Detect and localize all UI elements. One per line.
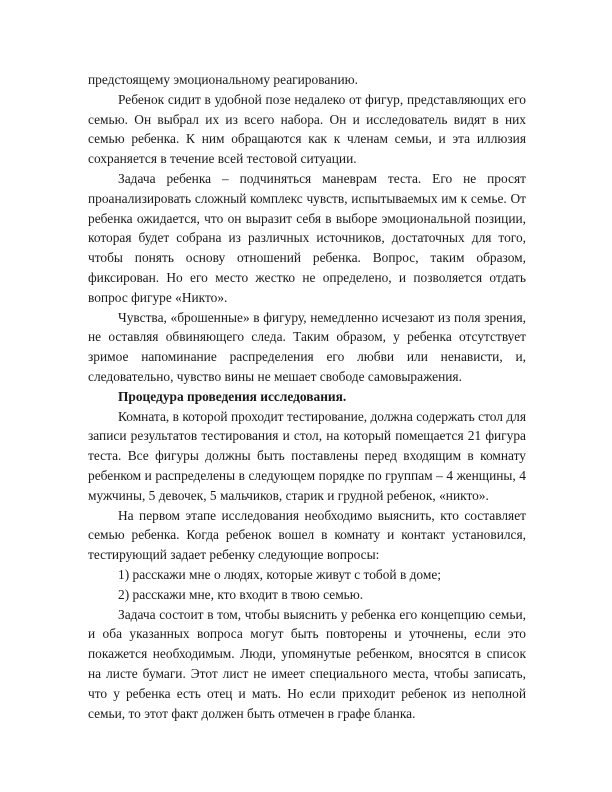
paragraph-continuation: предстоящему эмоциональному реагированию. — [88, 72, 358, 87]
body-text — [88, 70, 526, 723]
paragraph: На первом этапе исследования необходимо выяснить, кто составляет семью ребенка. Когда ребенок вошел в комнату и контакт установился, тестирующий задает ребенку следующие вопросы: — [88, 507, 526, 563]
paragraph: Задача ребенка – подчиняться маневрам теста. Его не просят проанализировать сложный комплекс чувств, испытываемых им к семье. От ребенка ожидается, что он выразит себя в выборе эмоциональной позиции, которая будет собрана из различных источников, достаточных для того, чтобы понять основу отношений ребенка. Вопрос, таким образом, фиксирован. Но его место жестко не определено, и позволяется отдать вопрос фигуре «Никто». — [88, 170, 526, 305]
list-item: 2) расскажи мне, кто входит в твою семью. — [118, 586, 364, 602]
paragraph: Чувства, «брошенные» в фигуру, немедленно исчезают из поля зрения, не оставляя обвиняющего следа. Таким образом, у ребенка отсутствует зримое напоминание распределения его любви или ненависти, и, следовательно, чувство вины не мешает свободе самовыражения. — [88, 309, 526, 384]
paragraph: Задача состоит в том, чтобы выяснить у ребенка его концепцию семьи, и оба указанных вопроса могут быть повторены и уточнены, если это покажется необходимым. Люди, упомянутые ребенком, вносятся в список на листе бумаги. Этот лист не имеет специального места, чтобы записать, что у ребенка есть отец и мать. Но если приходит ребенок из неполной семьи, то этот факт должен быть отмечен в графе бланка. — [88, 606, 526, 721]
section-heading: Процедура проведения исследования. — [118, 388, 347, 404]
paragraph: Комната, в которой проходит тестирование, должна содержать стол для записи результатов тестирования и стол, на который помещается 21 фигура теста. Все фигуры должны быть поставлены перед входящим в комнату ребенком и распределены в следующем порядке по группам – 4 женщины, 4 мужчины, 5 девочек, 5 мальчиков, старик и грудной ребенок, «никто». — [88, 408, 526, 503]
list-item: 1) расскажи мне о людях, которые живут с тобой в доме; — [118, 566, 442, 582]
paragraph: Ребенок сидит в удобной позе недалеко от фигур, представляющих его семью. Он выбрал их из всего набора. Он и исследователь видят в них семью ребенка. К ним обращаются как к членам семьи, и эта иллюзия сохраняется в течение всей тестовой ситуации. — [88, 91, 526, 167]
